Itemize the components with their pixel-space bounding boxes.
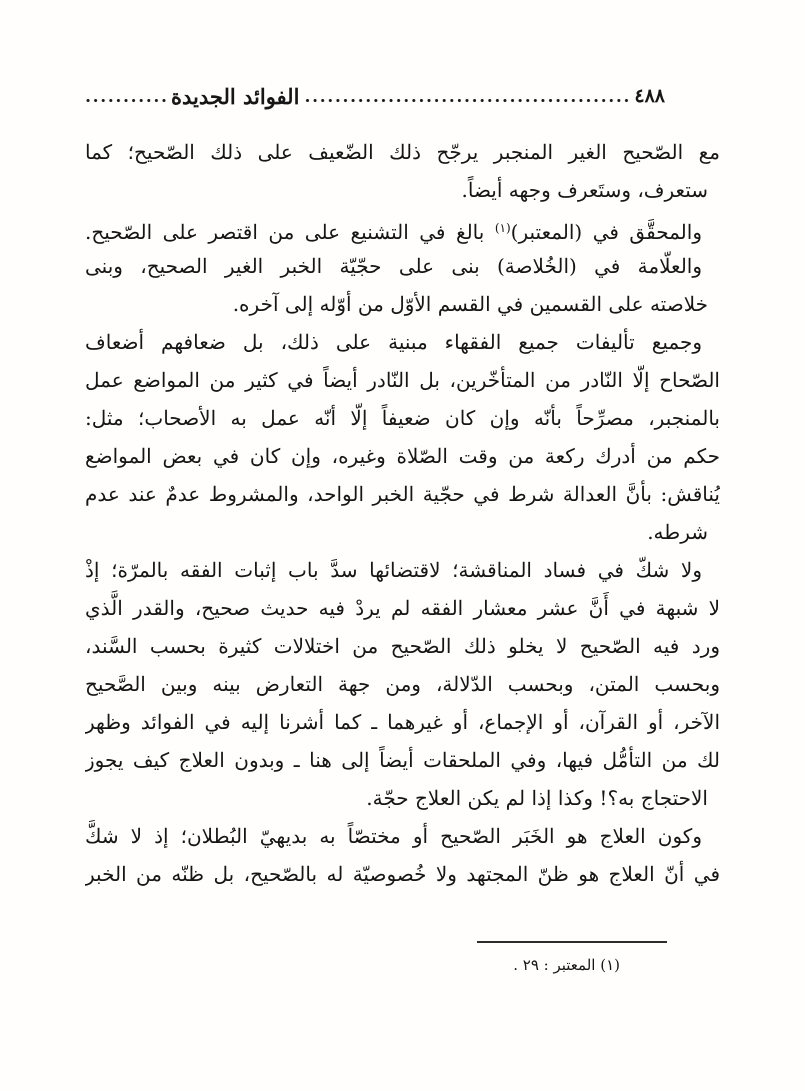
- text-line: لا شبهة في أَنَّ عشر معشار الفقه لم يردْ فيه حديث صحيح، والقدر الَّذي: [85, 596, 720, 620]
- dot-leader: [303, 96, 631, 105]
- text-line: خلاصته على القسمين في القسم الأوّل من أوّله إلى آخره.: [232, 292, 708, 316]
- text-line: ورد فيه الصّحيح لا يخلو ذلك الصّحيح من اختلالات كثيرة بحسب السَّند،: [85, 634, 720, 658]
- text-line: يُناقش: بأنَّ العدالة شرط في حجّية الخبر الواحد، والمشروط عدمٌ عند عدم: [85, 482, 720, 506]
- dot-leader-left: [85, 96, 167, 105]
- footnote-text: (١) المعتبر : ٢٩ .: [513, 956, 620, 974]
- text-line: وكون العلاج هو الخَبَر الصّحيح أو مختصّاً به بديهيّ البُطلان؛ إذ لا شكَّ: [85, 824, 702, 848]
- text-line: شرطه.: [647, 520, 708, 544]
- text-line: الآخر، أو القرآن، أو الإجماع، أو غيرهما ـ كما أشرنا إليه في الفوائد وظهر: [85, 710, 720, 734]
- footnote-marker: (١): [494, 221, 511, 235]
- text-segment: والمحقَّق في (المعتبر): [510, 220, 702, 244]
- text-line: في أنّ العلاج هو ظنّ المجتهد ولا خُصوصيّة له بالصّحيح، بل ظنّه من الخبر: [85, 862, 720, 886]
- book-title: الفوائد الجديدة: [171, 83, 300, 109]
- text-line: وجميع تأليفات جميع الفقهاء مبنية على ذلك، بل ضعافهم أضعاف: [85, 330, 702, 354]
- text-line: الصّحاح إلّا النّادر من المتأخّرين، بل النّادر أيضاً في كثير من المواضع عمل: [85, 368, 720, 392]
- text-line: [85, 209, 720, 247]
- text-segment: بالغ في التشنيع على من اقتصر على الصّحيح.: [85, 220, 485, 244]
- text-line: لك من التأمُّل فيها، وفي الملحقات أيضاً إلى هنا ـ وبدون العلاج كيف يجوز: [85, 748, 720, 772]
- text-line: وبحسب المتن، وبحسب الدّلالة، ومن جهة التعارض بينه وبين الصَّحيح: [85, 672, 720, 696]
- text-line: ولا شكّ في فساد المناقشة؛ لاقتضائها سدَّ باب إثبات الفقه بالمرّة؛ إذْ: [85, 558, 702, 582]
- page-header: [85, 80, 668, 112]
- text-line: حكم من أدرك ركعة من وقت الصّلاة وغيره، وإن كان في بعض المواضع: [85, 444, 720, 468]
- text-line: والعلّامة في (الخُلاصة) بنى على حجّيّة الخبر الغير الصحيح، وبنى: [85, 254, 702, 278]
- page-number: ٤٨٨: [634, 85, 665, 107]
- page-body: [85, 133, 720, 893]
- footnote: [513, 951, 620, 979]
- text-line: بالمنجبر، مصرِّحاً بأنّه وإن كان ضعيفاً إلّا أنّه عمل به الأصحاب؛ مثل:: [85, 406, 720, 430]
- text-line: الاحتجاج به؟! وكذا إذا لم يكن العلاج حجّة.: [366, 786, 708, 810]
- footnote-separator: [477, 941, 667, 943]
- text-line: ستعرف، وستَعرف وجهه أيضاً.: [461, 178, 708, 202]
- text-line: مع الصّحيح الغير المنجبر يرجّح ذلك الضّعيف على ذلك الصّحيح؛ كما: [85, 140, 720, 164]
